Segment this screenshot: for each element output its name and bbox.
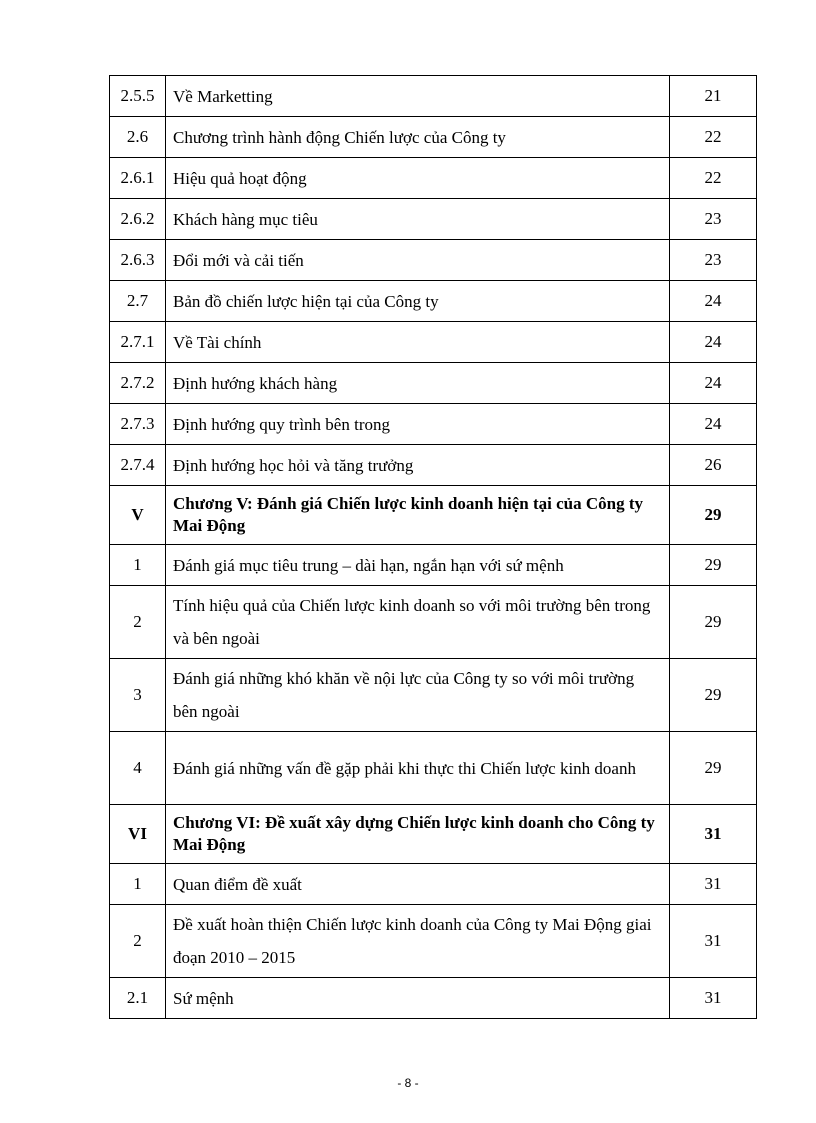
toc-page-number: 31 — [670, 905, 757, 978]
toc-page-number: 29 — [670, 659, 757, 732]
toc-page-number: 24 — [670, 281, 757, 322]
toc-section-number: 2.7.1 — [110, 322, 166, 363]
toc-section-number: 2.6.3 — [110, 240, 166, 281]
toc-page-number: 29 — [670, 586, 757, 659]
table-of-contents — [109, 75, 757, 1019]
toc-row — [110, 281, 757, 322]
toc-section-number: 2.7.2 — [110, 363, 166, 404]
toc-row — [110, 586, 757, 659]
toc-page-number: 29 — [670, 486, 757, 545]
toc-section-title: Đánh giá những vấn đề gặp phải khi thực thi Chiến lược kinh doanh — [166, 732, 670, 805]
toc-section-number: 2.6 — [110, 117, 166, 158]
toc-page-number: 31 — [670, 978, 757, 1019]
toc-section-title: Định hướng học hỏi và tăng trưởng — [166, 445, 670, 486]
toc-section-title: Đổi mới và cải tiến — [166, 240, 670, 281]
toc-section-title: Về Marketting — [166, 76, 670, 117]
toc-row — [110, 864, 757, 905]
toc-section-title: Chương VI: Đề xuất xây dựng Chiến lược kinh doanh cho Công ty Mai Động — [166, 805, 670, 864]
toc-page-number: 21 — [670, 76, 757, 117]
toc-section-number: 2.6.2 — [110, 199, 166, 240]
toc-chapter-row — [110, 486, 757, 545]
toc-section-number: 4 — [110, 732, 166, 805]
toc-page-number: 23 — [670, 199, 757, 240]
toc-section-number: 2.7 — [110, 281, 166, 322]
toc-row — [110, 732, 757, 805]
toc-section-title: Quan điểm đề xuất — [166, 864, 670, 905]
toc-row — [110, 905, 757, 978]
toc-row — [110, 117, 757, 158]
toc-section-title: Hiệu quả hoạt động — [166, 158, 670, 199]
toc-section-number: 2.7.4 — [110, 445, 166, 486]
toc-section-number: 2 — [110, 586, 166, 659]
toc-section-title: Định hướng quy trình bên trong — [166, 404, 670, 445]
toc-row — [110, 158, 757, 199]
toc-row — [110, 363, 757, 404]
toc-page-number: 31 — [670, 864, 757, 905]
toc-page-number: 24 — [670, 404, 757, 445]
toc-section-number: 1 — [110, 545, 166, 586]
toc-section-title: Định hướng khách hàng — [166, 363, 670, 404]
toc-page-number: 22 — [670, 158, 757, 199]
toc-page-number: 22 — [670, 117, 757, 158]
toc-page-number: 24 — [670, 322, 757, 363]
toc-row — [110, 659, 757, 732]
toc-section-title: Đề xuất hoàn thiện Chiến lược kinh doanh của Công ty Mai Động giai đoạn 2010 – 2015 — [166, 905, 670, 978]
toc-section-title: Đánh giá mục tiêu trung – dài hạn, ngắn hạn với sứ mệnh — [166, 545, 670, 586]
toc-chapter-row — [110, 805, 757, 864]
toc-section-number: 3 — [110, 659, 166, 732]
toc-page-number: 26 — [670, 445, 757, 486]
toc-section-title: Tính hiệu quả của Chiến lược kinh doanh so với môi trường bên trong và bên ngoài — [166, 586, 670, 659]
page-number: - 8 - — [397, 1076, 419, 1090]
toc-section-number: VI — [110, 805, 166, 864]
toc-page-number: 24 — [670, 363, 757, 404]
toc-section-number: 2.7.3 — [110, 404, 166, 445]
toc-row — [110, 76, 757, 117]
toc-section-number: 2.5.5 — [110, 76, 166, 117]
toc-section-number: 2 — [110, 905, 166, 978]
toc-section-title: Khách hàng mục tiêu — [166, 199, 670, 240]
toc-row — [110, 322, 757, 363]
toc-row — [110, 545, 757, 586]
toc-row — [110, 199, 757, 240]
toc-section-title: Sứ mệnh — [166, 978, 670, 1019]
toc-section-title: Đánh giá những khó khăn về nội lực của Công ty so với môi trường bên ngoài — [166, 659, 670, 732]
toc-section-title: Chương V: Đánh giá Chiến lược kinh doanh hiện tại của Công ty Mai Động — [166, 486, 670, 545]
toc-row — [110, 240, 757, 281]
toc-section-title: Chương trình hành động Chiến lược của Công ty — [166, 117, 670, 158]
toc-page-number: 29 — [670, 732, 757, 805]
toc-section-number: V — [110, 486, 166, 545]
toc-row — [110, 404, 757, 445]
toc-page-number: 23 — [670, 240, 757, 281]
toc-body — [110, 76, 757, 1019]
toc-page-number: 31 — [670, 805, 757, 864]
toc-section-title: Về Tài chính — [166, 322, 670, 363]
toc-section-number: 1 — [110, 864, 166, 905]
toc-section-number: 2.6.1 — [110, 158, 166, 199]
toc-page-number: 29 — [670, 545, 757, 586]
toc-section-number: 2.1 — [110, 978, 166, 1019]
toc-row — [110, 978, 757, 1019]
toc-section-title: Bản đồ chiến lược hiện tại của Công ty — [166, 281, 670, 322]
toc-row — [110, 445, 757, 486]
